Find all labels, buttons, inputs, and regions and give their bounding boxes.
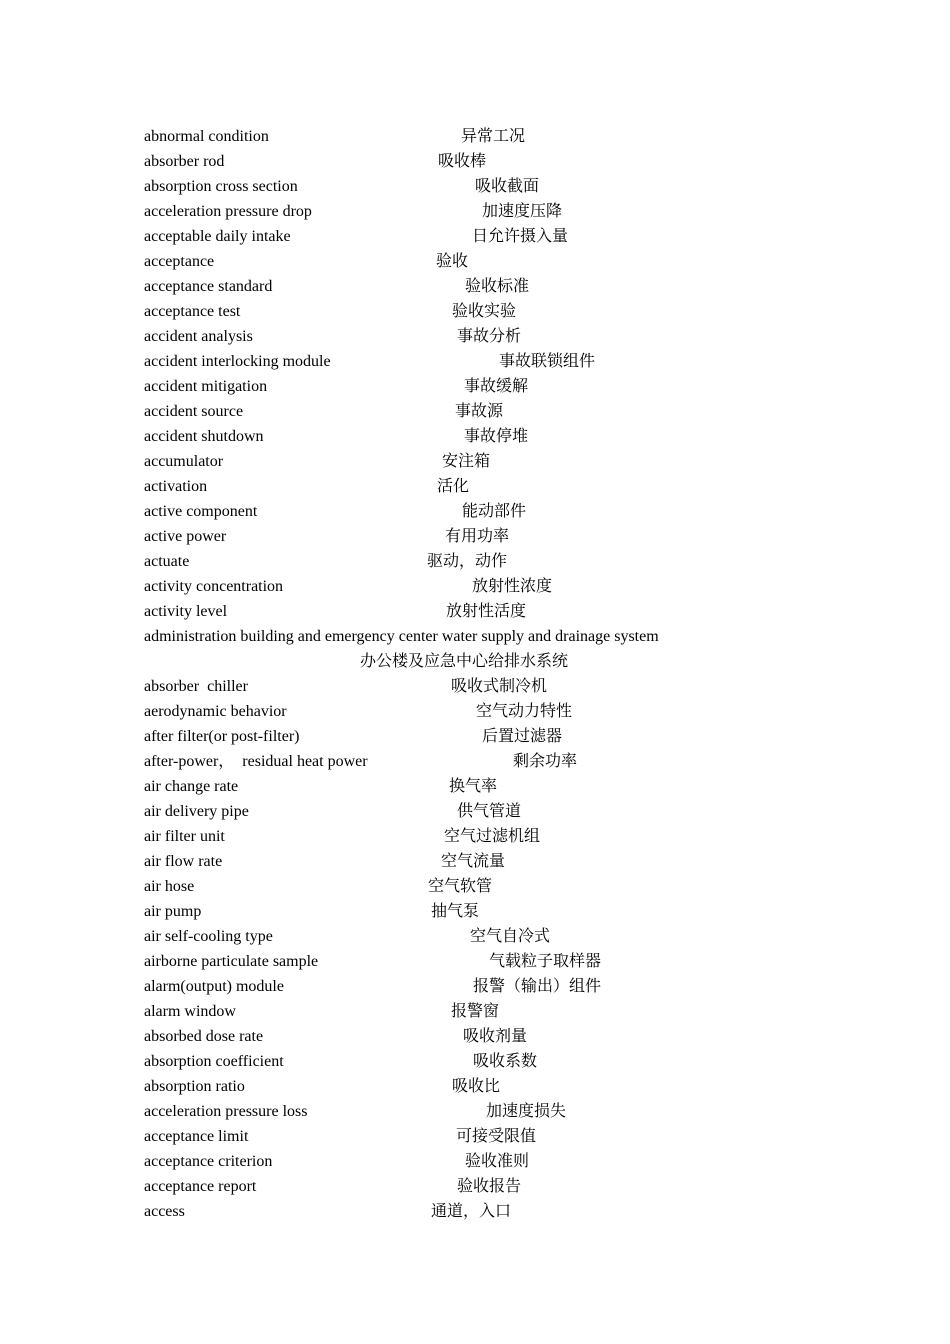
glossary-entry — [0, 1149, 950, 1174]
glossary-entry — [0, 274, 950, 299]
glossary-entry — [0, 1049, 950, 1074]
chinese-term: 异常工况 — [461, 128, 526, 145]
english-term: after filter(or post-filter) — [144, 728, 300, 745]
glossary-entry — [0, 324, 950, 349]
english-term: absorption cross section — [144, 178, 298, 195]
chinese-term: 吸收截面 — [475, 178, 540, 195]
english-term: aerodynamic behavior — [144, 703, 287, 720]
english-term: acceleration pressure loss — [144, 1103, 308, 1120]
english-term: absorber rod — [144, 153, 225, 170]
chinese-term: 有用功率 — [445, 528, 510, 545]
chinese-term: 事故停堆 — [464, 428, 529, 445]
english-term: absorption coefficient — [144, 1053, 284, 1070]
glossary-entry — [0, 399, 950, 424]
chinese-term: 后置过滤器 — [482, 728, 563, 745]
english-term: air pump — [144, 903, 202, 920]
chinese-term: 事故缓解 — [464, 378, 529, 395]
chinese-term: 日允许摄入量 — [472, 228, 569, 245]
glossary-entry — [0, 874, 950, 899]
glossary-entry — [0, 749, 950, 774]
english-term: accident analysis — [144, 328, 253, 345]
glossary-entry — [0, 149, 950, 174]
chinese-term: 空气软管 — [428, 878, 493, 895]
glossary-entry — [0, 224, 950, 249]
glossary-entry — [0, 674, 950, 699]
glossary-entry — [0, 299, 950, 324]
english-term: airborne particulate sample — [144, 953, 319, 970]
glossary-entry — [0, 549, 950, 574]
glossary-entry — [0, 124, 950, 149]
glossary-entry — [0, 524, 950, 549]
glossary-entry — [0, 499, 950, 524]
glossary-entry — [0, 624, 950, 674]
glossary-entry — [0, 724, 950, 749]
glossary-entry — [0, 424, 950, 449]
chinese-term: 验收报告 — [457, 1178, 522, 1195]
glossary-entry — [0, 774, 950, 799]
chinese-term: 空气自冷式 — [470, 928, 551, 945]
chinese-term: 吸收棒 — [438, 153, 487, 170]
english-term: acceptance report — [144, 1178, 257, 1195]
glossary-entry — [0, 1099, 950, 1124]
english-term: accident source — [144, 403, 244, 420]
chinese-term: 验收实验 — [452, 303, 517, 320]
glossary-entry — [0, 349, 950, 374]
chinese-term: 事故联锁组件 — [499, 353, 596, 370]
chinese-term: 事故分析 — [457, 328, 522, 345]
glossary-entry — [0, 374, 950, 399]
glossary-entry — [0, 449, 950, 474]
chinese-term: 吸收比 — [452, 1078, 501, 1095]
glossary-entry — [0, 799, 950, 824]
chinese-term: 安注箱 — [442, 453, 491, 470]
chinese-term: 放射性浓度 — [472, 578, 553, 595]
chinese-term: 加速度损失 — [486, 1103, 567, 1120]
english-term: absorbed dose rate — [144, 1028, 264, 1045]
english-term: air filter unit — [144, 828, 225, 845]
chinese-term: 办公楼及应急中心给排水系统 — [360, 653, 569, 670]
english-term: acceptance test — [144, 303, 241, 320]
glossary-entry — [0, 899, 950, 924]
chinese-term: 空气动力特性 — [476, 703, 573, 720]
english-term: actuate — [144, 553, 190, 570]
glossary-entry — [0, 849, 950, 874]
chinese-term: 吸收式制冷机 — [451, 678, 548, 695]
glossary-entry — [0, 924, 950, 949]
chinese-term: 换气率 — [449, 778, 498, 795]
chinese-term: 验收 — [436, 253, 469, 270]
english-term: air self-cooling type — [144, 928, 273, 945]
english-term: accident interlocking module — [144, 353, 331, 370]
english-term: absorption ratio — [144, 1078, 245, 1095]
chinese-term: 空气流量 — [441, 853, 506, 870]
english-term: air hose — [144, 878, 195, 895]
chinese-term: 通道，入口 — [431, 1203, 512, 1220]
english-term: accident mitigation — [144, 378, 268, 395]
english-term: activity level — [144, 603, 228, 620]
glossary-entry — [0, 1199, 950, 1224]
english-term: acceptance limit — [144, 1128, 249, 1145]
chinese-term: 吸收剂量 — [463, 1028, 528, 1045]
glossary-entry — [0, 949, 950, 974]
chinese-term: 空气过滤机组 — [444, 828, 541, 845]
english-term: absorber chiller — [144, 678, 248, 695]
english-term: air flow rate — [144, 853, 223, 870]
glossary-entry — [0, 1074, 950, 1099]
chinese-term: 气载粒子取样器 — [489, 953, 602, 970]
glossary-entry — [0, 174, 950, 199]
glossary-entry — [0, 1174, 950, 1199]
chinese-term: 活化 — [437, 478, 470, 495]
english-term: acceleration pressure drop — [144, 203, 312, 220]
english-term: accumulator — [144, 453, 224, 470]
english-term: activity concentration — [144, 578, 284, 595]
english-term: administration building and emergency center water supply and drainage system — [144, 628, 659, 645]
chinese-term: 验收准则 — [465, 1153, 530, 1170]
glossary-entry — [0, 1124, 950, 1149]
glossary-entry — [0, 699, 950, 724]
english-term: after-power， residual heat power — [144, 753, 368, 770]
english-term: air change rate — [144, 778, 239, 795]
glossary-entry — [0, 599, 950, 624]
chinese-term: 抽气泵 — [431, 903, 480, 920]
english-term: acceptance standard — [144, 278, 273, 295]
english-term: abnormal condition — [144, 128, 269, 145]
english-term: acceptance criterion — [144, 1153, 273, 1170]
chinese-term: 事故源 — [455, 403, 504, 420]
english-term: alarm(output) module — [144, 978, 284, 995]
english-term: active power — [144, 528, 227, 545]
glossary-entry — [0, 824, 950, 849]
chinese-term: 吸收系数 — [473, 1053, 538, 1070]
chinese-term: 放射性活度 — [446, 603, 527, 620]
english-term: acceptable daily intake — [144, 228, 291, 245]
english-term: active component — [144, 503, 258, 520]
english-term: accident shutdown — [144, 428, 264, 445]
glossary-entry — [0, 574, 950, 599]
chinese-term: 剩余功率 — [513, 753, 578, 770]
glossary-entry — [0, 974, 950, 999]
english-term: access — [144, 1203, 185, 1220]
glossary-entry — [0, 999, 950, 1024]
glossary-entry — [0, 474, 950, 499]
glossary-entry — [0, 249, 950, 274]
chinese-term: 供气管道 — [457, 803, 522, 820]
chinese-term: 报警（输出）组件 — [473, 978, 602, 995]
english-term: activation — [144, 478, 208, 495]
chinese-term: 可接受限值 — [456, 1128, 537, 1145]
glossary-entry — [0, 199, 950, 224]
chinese-term: 验收标准 — [465, 278, 530, 295]
chinese-term: 加速度压降 — [482, 203, 563, 220]
chinese-term: 报警窗 — [451, 1003, 500, 1020]
chinese-term: 驱动，动作 — [427, 553, 508, 570]
english-term: alarm window — [144, 1003, 236, 1020]
english-term: air delivery pipe — [144, 803, 249, 820]
glossary-entry — [0, 1024, 950, 1049]
chinese-term: 能动部件 — [462, 503, 527, 520]
english-term: acceptance — [144, 253, 215, 270]
